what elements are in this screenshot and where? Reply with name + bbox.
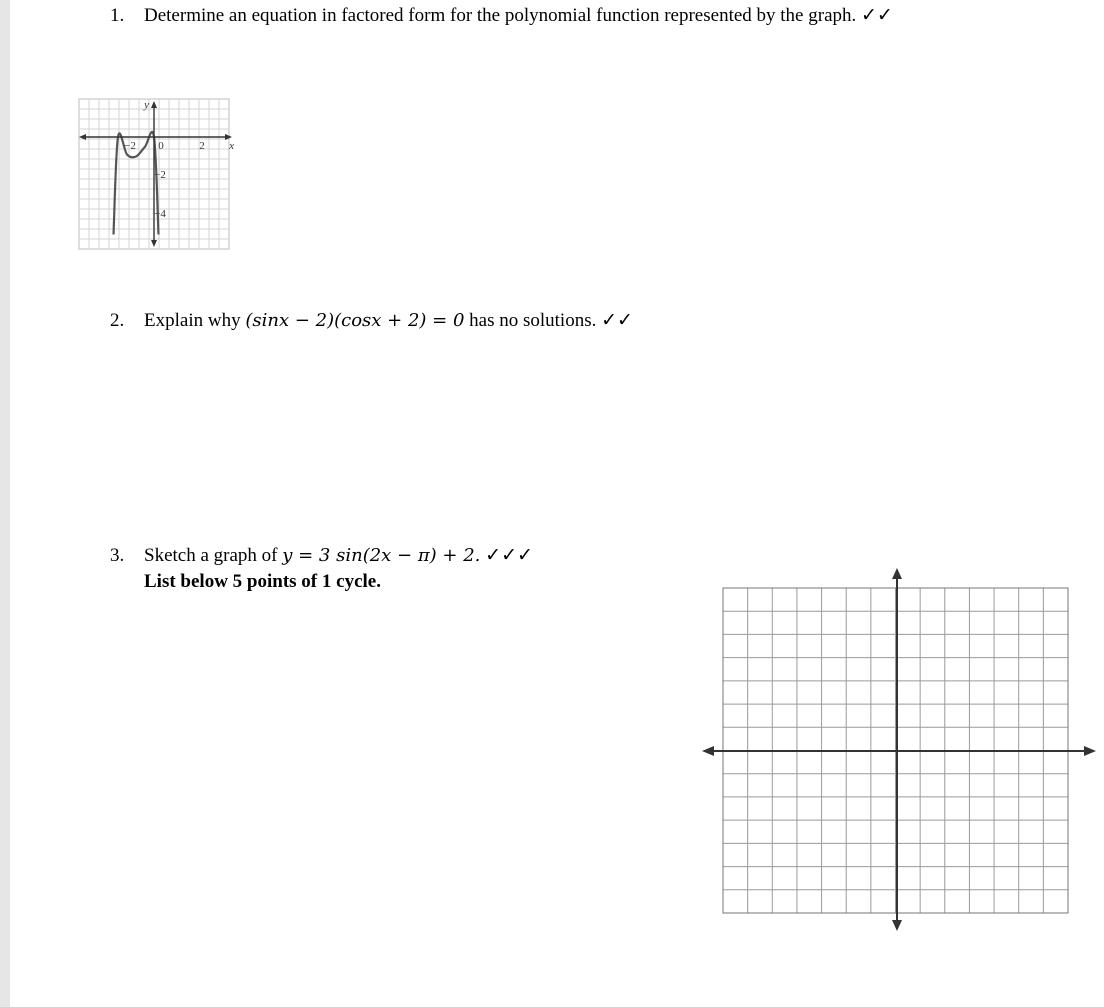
question-2-suffix: has no solutions. [469, 310, 597, 331]
x-tick-label-neg2: −2 [124, 140, 136, 152]
question-1-text: Determine an equation in factored form for the polynomial function represented by the graph. [144, 5, 857, 26]
x-tick-label-0: 0 [158, 140, 164, 152]
sketch-x-arrow-left [702, 746, 714, 756]
sketch-grid [700, 565, 1100, 935]
question-2 [110, 308, 633, 334]
sketch-y-arrow-down [892, 920, 902, 931]
question-3-number: 3. [110, 545, 125, 566]
question-2-marks: ✓✓ [601, 310, 633, 331]
worksheet-page [10, 0, 1104, 1007]
sketch-y-arrow-up [892, 568, 902, 579]
x-axis-label: x [229, 140, 234, 152]
question-2-number: 2. [110, 310, 125, 331]
question-2-prefix: Explain why [144, 310, 241, 331]
question-3-equation: y = 3 sin(2x − π) + 2. [282, 545, 481, 566]
question-1-number: 1. [110, 5, 125, 26]
question-3-instruction: List below 5 points of 1 cycle. [144, 571, 381, 592]
polynomial-graph [76, 93, 246, 258]
question-3-marks: ✓✓✓ [485, 545, 533, 566]
y-axis-label: y [144, 99, 149, 111]
sketch-x-arrow-right [1084, 746, 1096, 756]
question-1 [110, 3, 893, 29]
question-3 [110, 543, 533, 569]
question-3-prefix: Sketch a graph of [144, 545, 278, 566]
y-tick-label-neg4: −4 [154, 208, 166, 220]
question-1-marks: ✓✓ [861, 5, 893, 26]
question-2-equation: (sinx − 2)(cosx + 2) = 0 [245, 310, 465, 331]
x-tick-label-2: 2 [199, 140, 205, 152]
y-tick-label-neg2: −2 [154, 169, 166, 181]
